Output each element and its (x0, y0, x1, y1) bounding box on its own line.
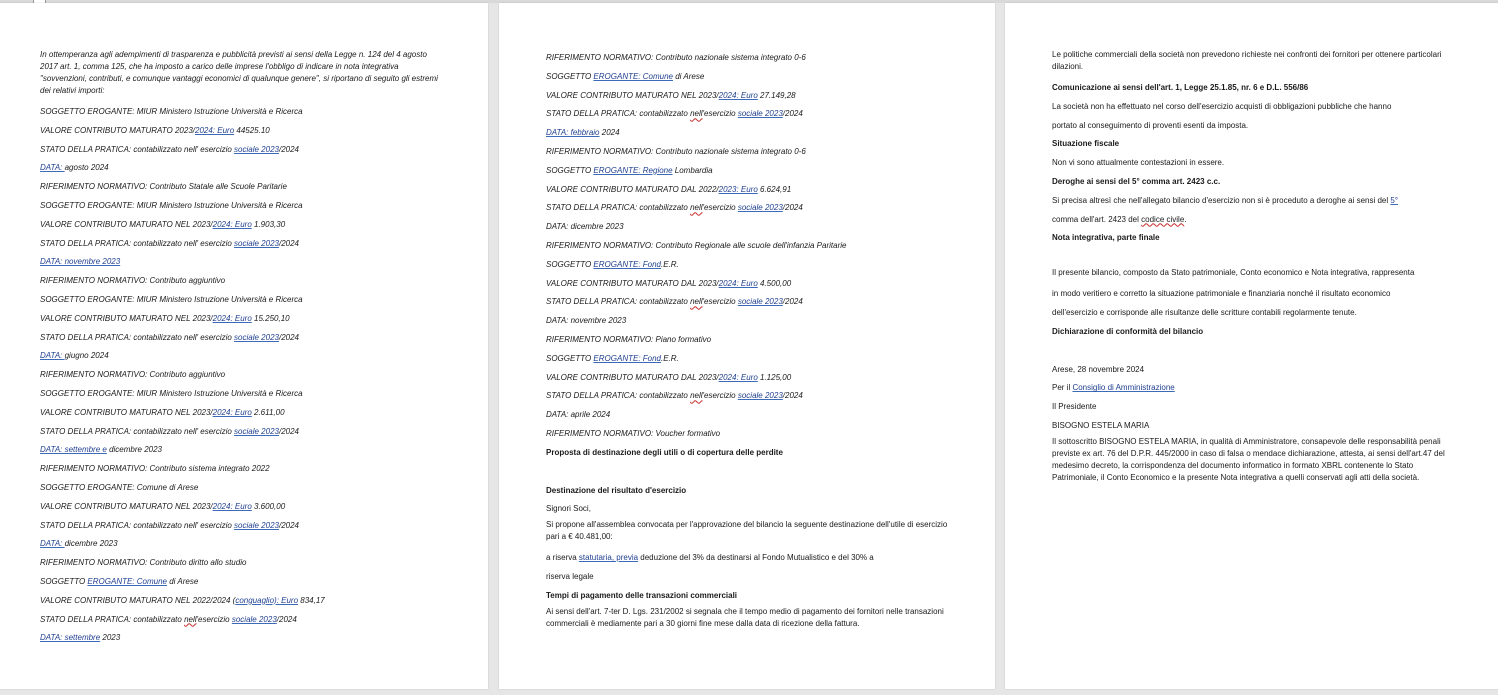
text-line: STATO DELLA PRATICA: contabilizzato nell' esercizio sociale 2023/2024 (40, 520, 299, 530)
text-line: STATO DELLA PRATICA: contabilizzato nell'esercizio sociale 2023/2024 (546, 203, 803, 213)
text-line: riserva legale (546, 571, 594, 581)
spacer (1052, 342, 1462, 361)
text-paragraph: Si propone all'assemblea convocata per l'approvazione del bilancio la seguente destinazione dell'utile di esercizio pari a € 40.481,00: (546, 520, 948, 542)
intro-paragraph: In ottemperanza agli adempimenti di trasparenza e pubblicità previsti ai sensi della Legge n. 124 del 4 agosto 2017 art. 1, comma 125, che ha imposto a carico delle imprese l'obbligo di indicare in nota integrativa "sovvenzioni, contributi, e comunque vantaggi economici di qualunque genere", si riportano di seguito gli estremi dei relativi importi: (40, 50, 438, 95)
text-line: STATO DELLA PRATICA: contabilizzato nell'esercizio sociale 2023/2024 (40, 614, 297, 624)
text-line: DATA: novembre 2023 (40, 257, 121, 267)
text-line: Non vi sono attualmente contestazioni in essere. (1052, 158, 1225, 168)
text-line: La società non ha effettuato nel corso dell'esercizio acquisti di obbligazioni pubbliche che hanno (1052, 101, 1392, 111)
text-line: SOGGETTO EROGANTE: Regione Lombardia (546, 165, 713, 175)
text-line: BISOGNO ESTELA MARIA (1052, 420, 1150, 430)
text-line: VALORE CONTRIBUTO MATURATO NEL 2023/2024: Euro 3.600,00 (40, 501, 286, 511)
text-line: VALORE CONTRIBUTO MATURATO DAL 2023/2024: Euro 1.125,00 (546, 372, 792, 382)
page-1-content (40, 49, 445, 648)
text-line: STATO DELLA PRATICA: contabilizzato nell'esercizio sociale 2023/2024 (546, 297, 803, 307)
page-2-content (546, 49, 951, 636)
text-line: VALORE CONTRIBUTO MATURATO NEL 2023/2024: Euro 15.250,10 (40, 313, 290, 323)
text-line: RIFERIMENTO NORMATIVO: Contributo Regionale alle scuole dell'infanzia Paritarie (546, 240, 847, 250)
text-line: a riserva statutaria, previa deduzione del 3% da destinarsi al Fondo Mutualistico e del 30% a (546, 553, 874, 563)
text-line: DATA: aprile 2024 (546, 410, 611, 420)
text-line: RIFERIMENTO NORMATIVO: Contributo nazionale sistema integrato 0-6 (546, 146, 806, 156)
text-line: Arese, 28 novembre 2024 (1052, 364, 1145, 374)
text-paragraph: Le politiche commerciali della società non prevedono richieste nei confronti dei fornitori per ottenere particolari dilazioni. (1052, 50, 1442, 71)
text-line: dell'esercizio e corrisponde alle risultanze delle scritture contabili regolarmente tenute. (1052, 307, 1357, 317)
text-line: SOGGETTO EROGANTE: MIUR Ministero Istruzione Università e Ricerca (40, 294, 303, 304)
text-line: Per il Consiglio di Amministrazione (1052, 383, 1175, 393)
text-line: SOGGETTO EROGANTE: Comune di Arese (40, 576, 199, 586)
text-line: comma dell'art. 2423 del codice civile. (1052, 214, 1187, 224)
text-line: SOGGETTO EROGANTE: Comune di Arese (40, 482, 199, 492)
text-line: STATO DELLA PRATICA: contabilizzato nell'esercizio sociale 2023/2024 (546, 109, 803, 119)
text-line: VALORE CONTRIBUTO MATURATO NEL 2023/2024: Euro 2.611,00 (40, 407, 285, 417)
spacer (1052, 248, 1462, 267)
page-3-content (1052, 49, 1462, 490)
text-line: RIFERIMENTO NORMATIVO: Contributo aggiuntivo (40, 370, 226, 380)
text-line: SOGGETTO EROGANTE: MIUR Ministero Istruzione Università e Ricerca (40, 107, 303, 116)
section-heading: Tempi di pagamento delle transazioni commerciali (546, 590, 738, 600)
text-line: RIFERIMENTO NORMATIVO: Voucher formativo (546, 428, 721, 438)
text-line: SOGGETTO EROGANTE: MIUR Ministero Istruzione Università e Ricerca (40, 388, 303, 398)
text-line: DATA: febbraio 2024 (546, 128, 620, 138)
text-line: STATO DELLA PRATICA: contabilizzato nell' esercizio sociale 2023/2024 (40, 332, 299, 342)
text-line: RIFERIMENTO NORMATIVO: Contributo Statale alle Scuole Paritarie (40, 182, 287, 192)
text-line: STATO DELLA PRATICA: contabilizzato nell' esercizio sociale 2023/2024 (40, 426, 299, 436)
text-paragraph: Il sottoscritto BISOGNO ESTELA MARIA, in qualità di Amministratore, consapevole delle responsabilità penali previste ex art. 76 del D.P.R. 445/2000 in caso di falsa o mendace dichiarazione, attesta, ai sensi dell'art.47 del medesimo decreto, la corrispondenza del documento informatico in formato XBRL contenente lo Stato Patrimoniale, il Conto Economico e la presente Nota integrativa a quelli conservati agli atti della società. (1052, 436, 1445, 482)
text-line: RIFERIMENTO NORMATIVO: Piano formativo (546, 334, 712, 344)
text-line: RIFERIMENTO NORMATIVO: Contributo nazionale sistema integrato 0-6 (546, 53, 806, 62)
text-line: in modo veritiero e corretto la situazione patrimoniale e finanziaria nonché il risultato economico (1052, 289, 1391, 299)
text-line: STATO DELLA PRATICA: contabilizzato nell' esercizio sociale 2023/2024 (40, 144, 299, 154)
section-heading: Comunicazione ai sensi dell'art. 1, Legge 25.1.85, nr. 6 e D.L. 556/86 (1052, 83, 1309, 92)
text-line: DATA: giugno 2024 (40, 351, 109, 361)
text-line: RIFERIMENTO NORMATIVO: Contributo sistema integrato 2022 (40, 464, 270, 474)
text-paragraph: Ai sensi dell'art. 7-ter D. Lgs. 231/2002 si segnala che il tempo medio di pagamento dei fornitori nelle transazioni commerciali è mediamente pari a 30 giorni fine mese dalla data di ricezione della fattura. (546, 606, 944, 628)
text-line: DATA: agosto 2024 (40, 163, 109, 173)
text-line: RIFERIMENTO NORMATIVO: Contributo aggiuntivo (40, 276, 226, 286)
text-line: STATO DELLA PRATICA: contabilizzato nell'esercizio sociale 2023/2024 (546, 391, 803, 401)
text-line: DATA: settembre 2023 (40, 633, 121, 643)
text-line: SOGGETTO EROGANTE: MIUR Ministero Istruzione Università e Ricerca (40, 200, 303, 210)
text-line: DATA: dicembre 2023 (546, 222, 624, 232)
document-page-2[interactable] (499, 3, 995, 689)
section-heading: Dichiarazione di conformità del bilancio (1052, 326, 1204, 336)
text-line: Si precisa altresì che nell'allegato bilancio d'esercizio non si è proceduto a deroghe ai sensi del 5° (1052, 195, 1399, 205)
section-heading: Proposta di destinazione degli utili o di copertura delle perdite (546, 447, 783, 457)
section-heading: Nota integrativa, parte finale (1052, 233, 1160, 243)
text-paragraph: Il presente bilancio, composto da Stato patrimoniale, Conto economico e Nota integrativa, rappresenta (1052, 268, 1415, 278)
text-line: VALORE CONTRIBUTO MATURATO NEL 2023/2024: Euro 27.149,28 (546, 90, 796, 100)
text-line: STATO DELLA PRATICA: contabilizzato nell' esercizio sociale 2023/2024 (40, 238, 299, 248)
text-line: VALORE CONTRIBUTO MATURATO NEL 2022/2024 (conguaglio): Euro 834,17 (40, 595, 325, 605)
text-line: VALORE CONTRIBUTO MATURATO NEL 2023/2024: Euro 1.903,30 (40, 219, 286, 229)
text-line: VALORE CONTRIBUTO MATURATO 2023/2024: Euro 44525.10 (40, 125, 270, 135)
text-line: DATA: settembre e dicembre 2023 (40, 445, 162, 455)
section-heading: Destinazione del risultato d'esercizio (546, 485, 687, 495)
text-line: VALORE CONTRIBUTO MATURATO DAL 2023/2024: Euro 4.500,00 (546, 278, 792, 288)
text-line: SOGGETTO EROGANTE: Fond.E.R. (546, 353, 679, 363)
text-line: DATA: novembre 2023 (546, 316, 627, 326)
text-line: SOGGETTO EROGANTE: Fond.E.R. (546, 259, 679, 269)
spacer (546, 463, 951, 482)
text-line: SOGGETTO EROGANTE: Comune di Arese (546, 71, 705, 81)
document-page-1[interactable] (0, 3, 488, 689)
section-heading: Situazione fiscale (1052, 139, 1120, 149)
section-heading: Deroghe ai sensi del 5° comma art. 2423 c.c. (1052, 176, 1221, 186)
text-line: RIFERIMENTO NORMATIVO: Contributo diritto allo studio (40, 558, 247, 568)
document-page-3[interactable] (1005, 3, 1498, 689)
text-line: DATA: dicembre 2023 (40, 539, 118, 549)
text-line: Signori Soci, (546, 504, 591, 514)
text-line: portato al conseguimento di proventi esenti da imposta. (1052, 120, 1249, 130)
text-line: VALORE CONTRIBUTO MATURATO DAL 2022/2023: Euro 6.624,91 (546, 184, 792, 194)
text-line: Il Presidente (1052, 402, 1097, 412)
